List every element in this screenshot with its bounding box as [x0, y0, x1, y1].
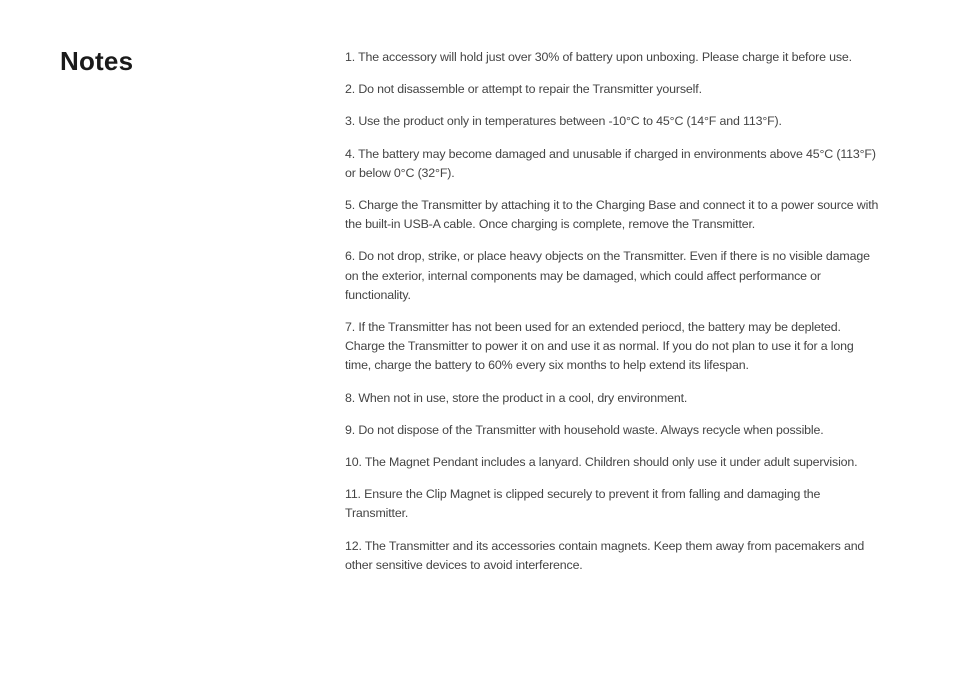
note-item-3: 3. Use the product only in temperatures between -10°C to 45°C (14°F and 113°F).	[345, 114, 782, 129]
note-item-6: 6. Do not drop, strike, or place heavy objects on the Transmitter. Even if there is no visible damage on the exterior, internal components may be damaged, which could affect performance or functionality.	[345, 249, 870, 302]
note-item-8: 8. When not in use, store the product in a cool, dry environment.	[345, 390, 688, 405]
note-item-10: 10. The Magnet Pendant includes a lanyard. Children should only use it under adult supervision.	[345, 455, 858, 470]
page-title: Notes	[60, 46, 134, 76]
notes-list	[345, 48, 880, 588]
note-item-2: 2. Do not disassemble or attempt to repair the Transmitter yourself.	[345, 82, 702, 97]
note-item-12: 12. The Transmitter and its accessories contain magnets. Keep them away from pacemakers and other sensitive devices to avoid interference.	[345, 538, 865, 572]
note-item-5: 5. Charge the Transmitter by attaching it to the Charging Base and connect it to a power source with the built-in USB-A cable. Once charging is complete, remove the Transmitter.	[345, 198, 879, 232]
note-item-7: 7. If the Transmitter has not been used for an extended periocd, the battery may be depleted. Charge the Transmitter to power it on and use it as normal. If you do not plan to use it for a long time, charge the battery to 60% every six months to help extend its lifespan.	[345, 320, 854, 373]
note-item-9: 9. Do not dispose of the Transmitter with household waste. Always recycle when possible.	[345, 422, 824, 437]
note-item-4: 4. The battery may become damaged and unusable if charged in environments above 45°C (113°F) or below 0°C (32°F).	[345, 146, 876, 180]
note-item-1: 1. The accessory will hold just over 30% of battery upon unboxing. Please charge it before use.	[345, 50, 852, 64]
note-item-11: 11. Ensure the Clip Magnet is clipped securely to prevent it from falling and damaging the Transmitter.	[345, 487, 821, 521]
